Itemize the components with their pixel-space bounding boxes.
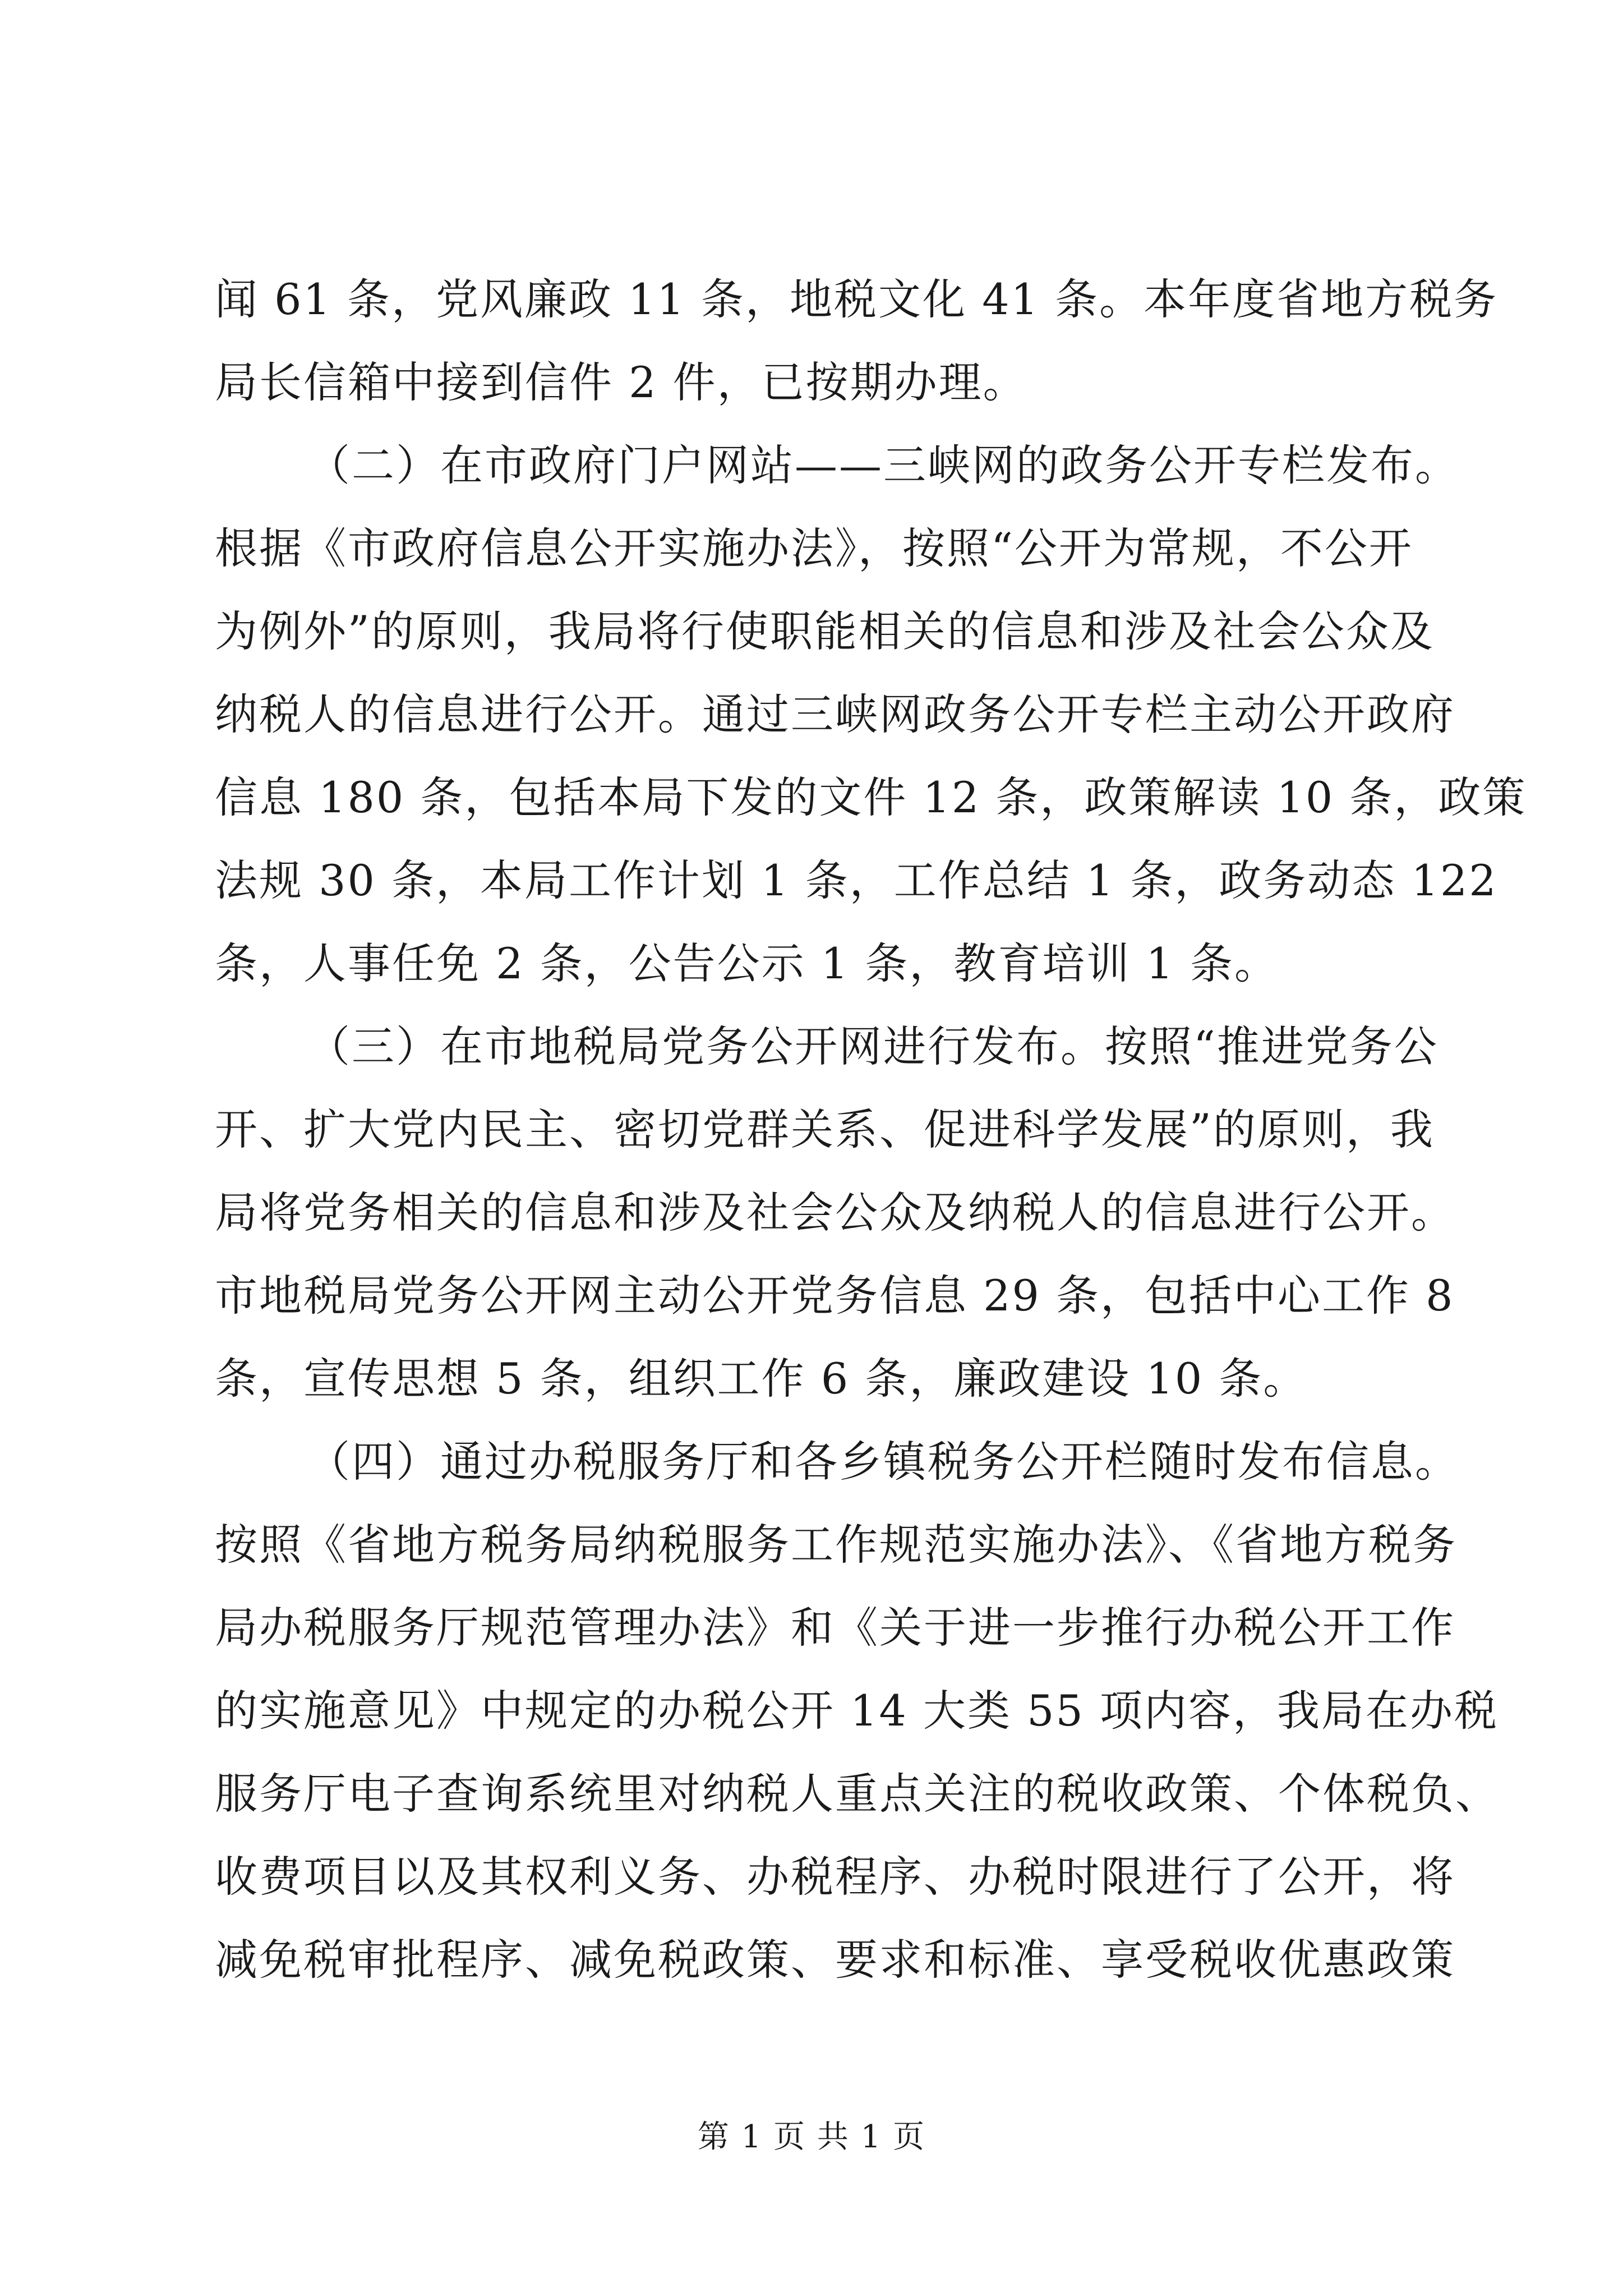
- text-line: 局长信箱中接到信件 2 件，已按期办理。: [215, 357, 1027, 407]
- text-line: 信息 180 条，包括本局下发的文件 12 条，政策解读 10 条，政策: [215, 772, 1527, 822]
- text-line: 法规 30 条，本局工作计划 1 条，工作总结 1 条，政务动态 122: [215, 855, 1498, 905]
- text-line: 条，宣传思想 5 条，组织工作 6 条，廉政建设 10 条。: [215, 1354, 1308, 1404]
- text-line: 市地税局党务公开网主动公开党务信息 29 条，包括中心工作 8: [215, 1271, 1455, 1320]
- text-line: （三）在市地税局党务公开网进行发布。按照“推进党务公: [307, 1022, 1438, 1071]
- text-line: 服务厅电子查询系统里对纳税人重点关注的税收政策、个体税负、: [215, 1769, 1500, 1819]
- document-body: [215, 258, 1527, 2001]
- text-line: （四）通过办税服务厅和各乡镇税务公开栏随时发布信息。: [307, 1437, 1459, 1487]
- text-line: 收费项目以及其权利义务、办税程序、办税时限进行了公开，将: [215, 1852, 1455, 1902]
- text-line: （二）在市政府门户网站——三峡网的政务公开专栏发布。: [307, 440, 1459, 490]
- text-line: 为例外”的原则，我局将行使职能相关的信息和涉及社会公众及: [215, 606, 1435, 656]
- text-line: 减免税审批程序、减免税政策、要求和标准、享受税收优惠政策: [215, 1935, 1455, 1985]
- page-footer: 第 1 页 共 1 页: [697, 2119, 926, 2155]
- text-line: 局将党务相关的信息和涉及社会公众及纳税人的信息进行公开。: [215, 1188, 1455, 1237]
- text-line: 闻 61 条，党风廉政 11 条，地税文化 41 条。本年度省地方税务: [215, 274, 1498, 324]
- text-line: 的实施意见》中规定的办税公开 14 大类 55 项内容，我局在办税: [215, 1686, 1499, 1736]
- text-line: 根据《市政府信息公开实施办法》，按照“公开为常规，不公开: [215, 523, 1413, 573]
- text-line: 按照《省地方税务局纳税服务工作规范实施办法》、《省地方税务: [215, 1520, 1457, 1570]
- text-line: 局办税服务厅规范管理办法》和《关于进一步推行办税公开工作: [215, 1603, 1455, 1653]
- text-line: 条，人事任免 2 条，公告公示 1 条，教育培训 1 条。: [215, 938, 1279, 988]
- text-line: 纳税人的信息进行公开。通过三峡网政务公开专栏主动公开政府: [215, 689, 1455, 739]
- text-line: 开、扩大党内民主、密切党群关系、促进科学发展”的原则，我: [215, 1105, 1435, 1154]
